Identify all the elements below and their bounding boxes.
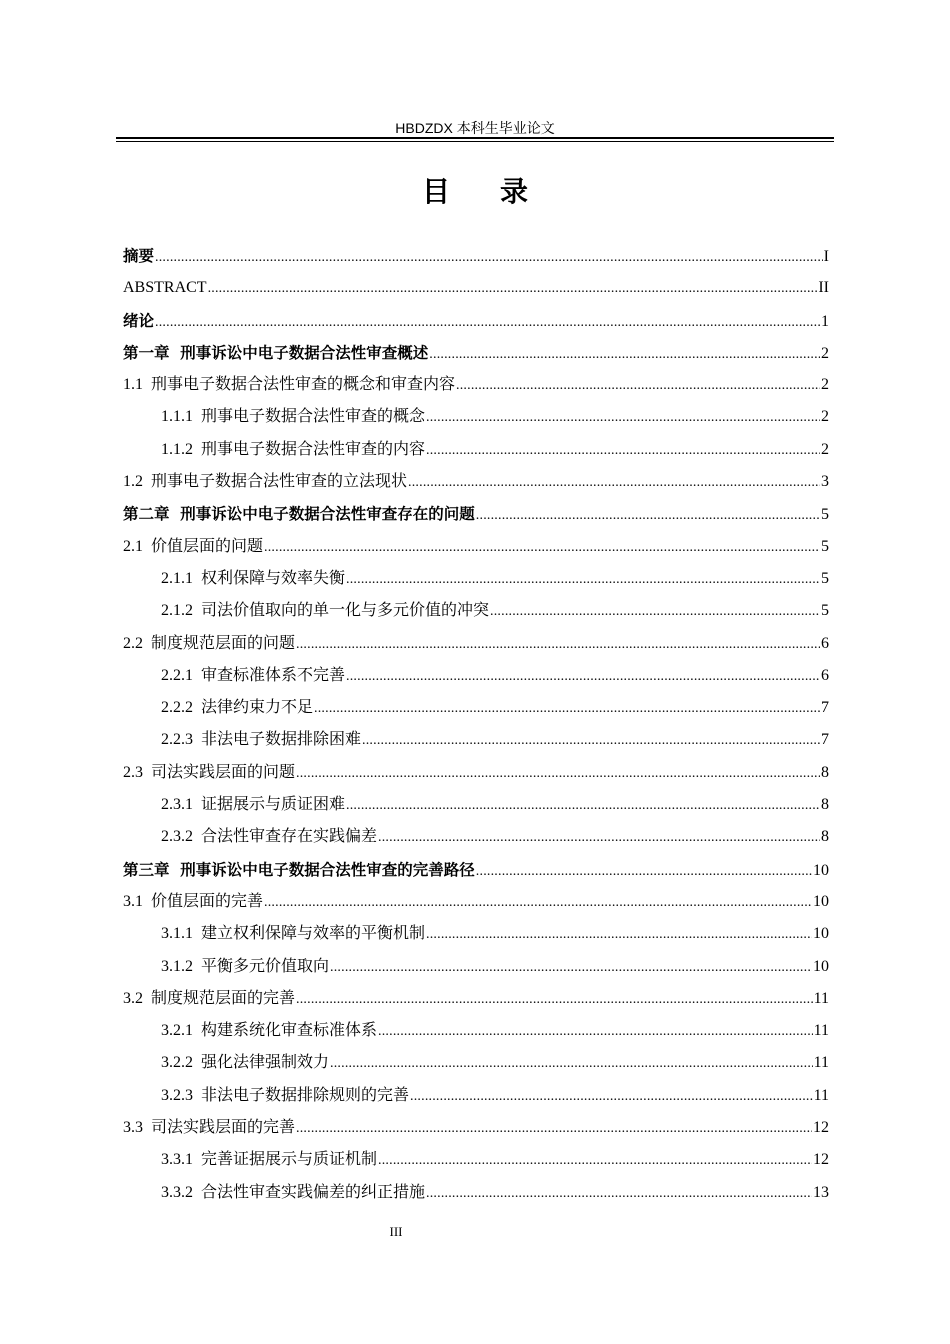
toc-entry-title: 1.1.2 刑事电子数据合法性审查的内容 <box>161 440 426 458</box>
toc-entry[interactable] <box>123 821 829 853</box>
toc-leader-dots <box>378 1016 813 1048</box>
toc-entry-page: 12 <box>813 1151 829 1169</box>
toc-leader-dots <box>426 1178 812 1210</box>
toc-entry-page: 5 <box>821 602 829 620</box>
toc-title: 目录 <box>421 175 578 208</box>
toc-entry-title: 3.1 价值层面的完善 <box>123 892 264 910</box>
toc-leader-dots <box>426 435 820 467</box>
toc-entry[interactable] <box>123 854 829 886</box>
toc-entry-title: 3.3 司法实践层面的完善 <box>123 1119 296 1137</box>
toc-entry-title: 1.2 刑事电子数据合法性审查的立法现状 <box>123 473 408 491</box>
toc-entry-page: 6 <box>821 634 829 652</box>
toc-entry-page: 2 <box>821 376 829 394</box>
toc-entry[interactable] <box>123 951 829 983</box>
toc-entry-page: 8 <box>821 763 829 781</box>
toc-leader-dots <box>456 370 820 402</box>
toc-entry-title: 2.3 司法实践层面的问题 <box>123 763 296 781</box>
toc-leader-dots <box>378 1145 812 1177</box>
toc-entry[interactable] <box>123 498 829 530</box>
toc-entry-title: 3.1.1 建立权利保障与效率的平衡机制 <box>161 925 426 943</box>
toc-entry-title: 3.1.2 平衡多元价值取向 <box>161 957 330 975</box>
toc-entry-page: 2 <box>821 344 829 362</box>
toc-entry-page: 6 <box>821 666 829 684</box>
toc-entry-title: 第一章 刑事诉讼中电子数据合法性审查概述 <box>123 343 429 362</box>
toc-entry-title: 1.1 刑事电子数据合法性审查的概念和审查内容 <box>123 376 456 394</box>
toc-leader-dots <box>429 339 820 371</box>
toc-entry-page: 12 <box>813 1119 829 1137</box>
toc-entry[interactable] <box>123 401 829 433</box>
toc-leader-dots <box>155 242 823 274</box>
toc-entry[interactable] <box>123 1047 829 1079</box>
toc-entry[interactable] <box>123 531 829 563</box>
toc-entry-page: I <box>823 248 829 265</box>
toc-leader-dots <box>330 952 812 984</box>
toc-entry[interactable] <box>123 337 829 369</box>
toc-leader-dots <box>476 500 820 532</box>
toc-entry[interactable] <box>123 983 829 1015</box>
toc-leader-dots <box>296 1113 812 1145</box>
header-rule-thick <box>116 137 834 139</box>
toc-entry-page: 7 <box>821 731 829 749</box>
toc-entry[interactable] <box>123 628 829 660</box>
toc-entry-title: 3.2.2 强化法律强制效力 <box>161 1054 330 1072</box>
toc-entry-page: 11 <box>813 1086 829 1104</box>
toc-leader-dots <box>314 693 820 725</box>
toc-entry-title: 3.3.2 合法性审查实践偏差的纠正措施 <box>161 1183 426 1201</box>
toc-leader-dots <box>155 307 820 339</box>
toc-entry[interactable] <box>123 595 829 627</box>
toc-entry-page: 5 <box>821 506 829 524</box>
toc-entry-title: ABSTRACT <box>123 279 207 297</box>
toc-entry-title: 3.2 制度规范层面的完善 <box>123 989 296 1007</box>
toc-entry[interactable] <box>123 1177 829 1209</box>
toc-entry-page: 10 <box>813 925 829 943</box>
toc-entry[interactable] <box>123 1080 829 1112</box>
toc-entry-title: 摘要 <box>123 247 155 265</box>
toc-entry-page: 5 <box>821 537 829 555</box>
toc-entry-page: 10 <box>813 892 829 910</box>
toc-entry[interactable] <box>123 272 829 304</box>
toc-leader-dots <box>378 822 820 854</box>
toc-leader-dots <box>296 984 813 1016</box>
toc-entry-title: 第三章 刑事诉讼中电子数据合法性审查的完善路径 <box>123 860 475 879</box>
toc-entry[interactable] <box>123 1112 829 1144</box>
toc-entry-title: 2.2 制度规范层面的问题 <box>123 634 296 652</box>
toc-leader-dots <box>426 402 820 434</box>
toc-entry[interactable] <box>123 660 829 692</box>
toc-leader-dots <box>362 725 820 757</box>
toc-entry-title: 2.3.2 合法性审查存在实践偏差 <box>161 828 378 846</box>
toc-entry-page: 2 <box>821 440 829 458</box>
toc-entry[interactable] <box>123 563 829 595</box>
toc-leader-dots <box>346 790 820 822</box>
toc-entry-page: 8 <box>821 796 829 814</box>
toc-entry[interactable] <box>123 434 829 466</box>
table-of-contents <box>123 240 829 1209</box>
toc-entry-title: 2.1.2 司法价值取向的单一化与多元价值的冲突 <box>161 602 490 620</box>
toc-leader-dots <box>408 467 820 499</box>
toc-entry-page: 8 <box>821 828 829 846</box>
toc-entry-title: 2.2.3 非法电子数据排除困难 <box>161 731 362 749</box>
toc-leader-dots <box>208 273 818 305</box>
toc-leader-dots <box>426 919 812 951</box>
toc-entry[interactable] <box>123 886 829 918</box>
toc-entry[interactable] <box>123 692 829 724</box>
toc-entry-title: 绪论 <box>123 311 155 330</box>
page-number: III <box>389 1224 403 1239</box>
toc-entry-page: 3 <box>821 473 829 491</box>
toc-entry[interactable] <box>123 369 829 401</box>
toc-entry-page: 11 <box>813 989 829 1007</box>
toc-entry-title: 2.1.1 权利保障与效率失衡 <box>161 569 346 587</box>
toc-entry[interactable] <box>123 1144 829 1176</box>
toc-entry-title: 第二章 刑事诉讼中电子数据合法性审查存在的问题 <box>123 505 475 524</box>
toc-leader-dots <box>490 596 820 628</box>
toc-entry-title: 2.2.1 审查标准体系不完善 <box>161 666 346 684</box>
toc-entry-page: 11 <box>813 1054 829 1072</box>
toc-entry[interactable] <box>123 789 829 821</box>
toc-entry-title: 1.1.1 刑事电子数据合法性审查的概念 <box>161 408 426 426</box>
toc-entry[interactable] <box>123 757 829 789</box>
page-header: HBDZDX 本科生毕业论文 <box>395 120 555 136</box>
toc-entry-page: 2 <box>821 408 829 426</box>
toc-leader-dots <box>346 661 820 693</box>
toc-entry-title: 2.3.1 证据展示与质证困难 <box>161 796 346 814</box>
toc-leader-dots <box>330 1048 813 1080</box>
toc-entry-page: 11 <box>813 1022 829 1040</box>
toc-entry-page: II <box>818 279 829 297</box>
toc-entry-title: 3.2.3 非法电子数据排除规则的完善 <box>161 1086 410 1104</box>
toc-leader-dots <box>296 758 820 790</box>
toc-leader-dots <box>476 856 812 888</box>
toc-entry-title: 3.2.1 构建系统化审查标准体系 <box>161 1022 378 1040</box>
toc-entry[interactable] <box>123 240 829 272</box>
toc-entry[interactable] <box>123 918 829 950</box>
toc-entry[interactable] <box>123 466 829 498</box>
toc-entry-page: 7 <box>821 699 829 717</box>
toc-entry-title: 2.1 价值层面的问题 <box>123 537 264 555</box>
toc-entry[interactable] <box>123 724 829 756</box>
toc-leader-dots <box>346 564 820 596</box>
toc-entry[interactable] <box>123 1015 829 1047</box>
toc-leader-dots <box>410 1081 813 1113</box>
header-rule-thin <box>116 141 834 142</box>
toc-entry[interactable] <box>123 305 829 337</box>
toc-entry-title: 3.3.1 完善证据展示与质证机制 <box>161 1151 378 1169</box>
toc-leader-dots <box>264 532 820 564</box>
toc-leader-dots <box>296 629 820 661</box>
toc-leader-dots <box>264 887 812 919</box>
toc-entry-page: 5 <box>821 569 829 587</box>
toc-entry-page: 1 <box>821 312 829 330</box>
toc-entry-page: 10 <box>813 957 829 975</box>
toc-entry-page: 13 <box>813 1183 829 1201</box>
toc-entry-page: 10 <box>813 861 829 879</box>
toc-entry-title: 2.2.2 法律约束力不足 <box>161 699 314 717</box>
